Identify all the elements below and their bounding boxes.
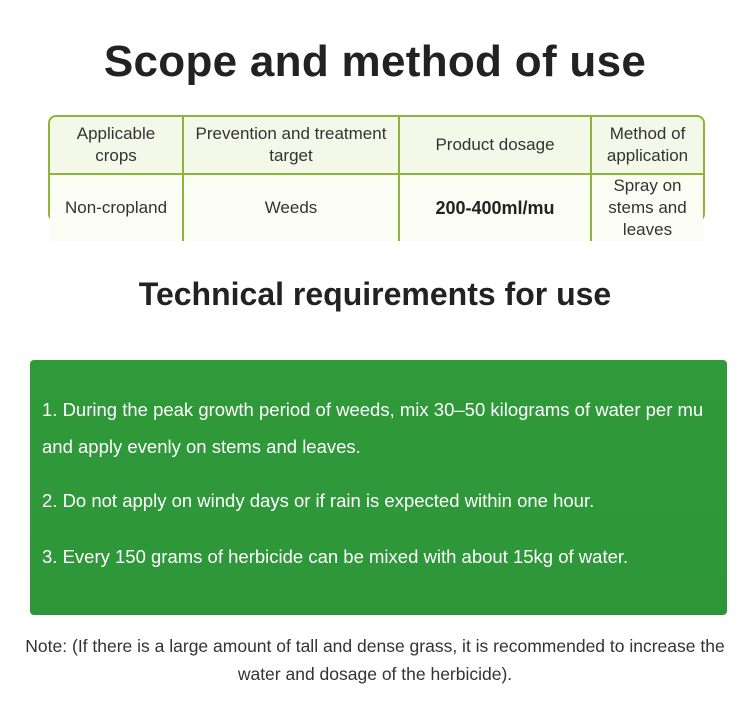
requirement-item: 1. During the peak growth period of weeds, mix 30–50 kilograms of water per mu and apply evenly on stems and leaves.: [42, 399, 704, 457]
note-text: Note: (If there is a large amount of tall and dense grass, it is recommended to increase the water and dosage of the herbicide).: [25, 636, 725, 684]
technical-title: Technical requirements for use: [138, 276, 612, 312]
cell-target: Weeds: [183, 174, 399, 241]
cell-dosage: 200-400ml/mu: [399, 174, 591, 241]
cell-crops: Non-cropland: [50, 174, 183, 241]
requirement-item: 3. Every 150 grams of herbicide can be mixed with about 15kg of water.: [42, 546, 629, 567]
cell-method: Spray on stems and leaves: [591, 174, 703, 241]
usage-table: [48, 115, 705, 239]
requirements-panel: [30, 360, 727, 615]
table-header-row: [50, 117, 703, 174]
table-row: [50, 174, 703, 241]
scope-title: Scope and method of use: [103, 37, 647, 86]
header-method-of-application: Method of application: [591, 117, 703, 174]
header-product-dosage: Product dosage: [399, 117, 591, 174]
header-treatment-target: Prevention and treatment target: [183, 117, 399, 174]
requirement-item: 2. Do not apply on windy days or if rain is expected within one hour.: [42, 490, 595, 511]
header-applicable-crops: Applicable crops: [50, 117, 183, 174]
